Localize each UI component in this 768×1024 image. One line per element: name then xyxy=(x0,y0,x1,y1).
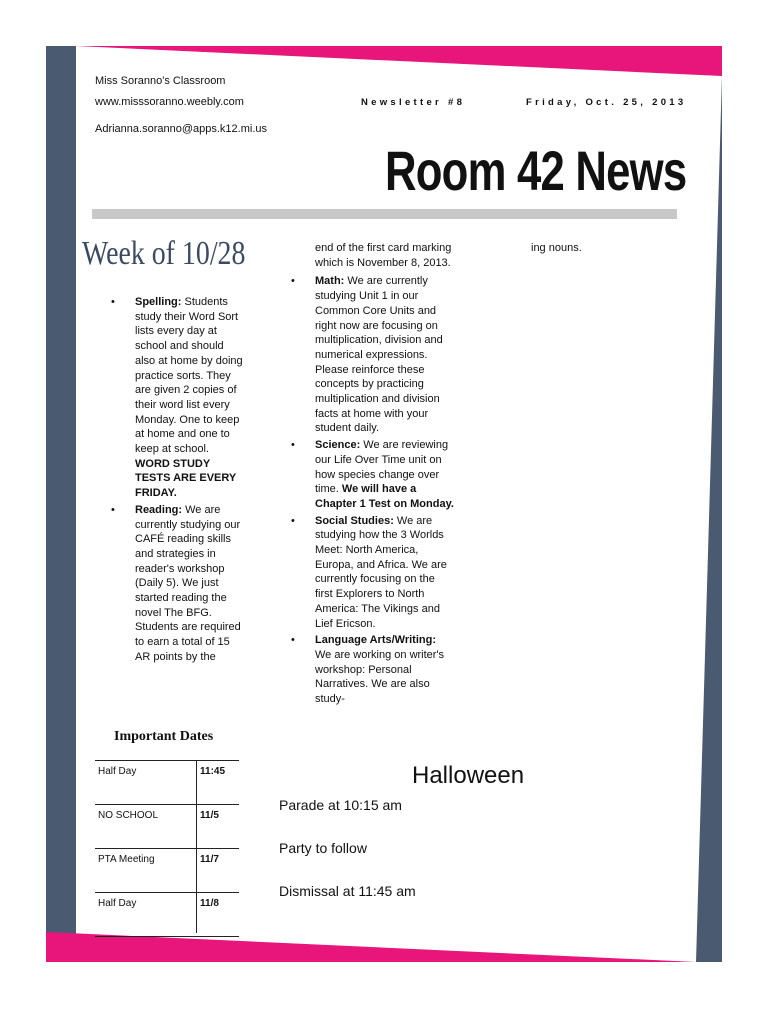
table-row xyxy=(95,804,239,848)
bullet: • xyxy=(291,439,295,452)
item-text: We are working on writer's workshop: Personal Narratives. We are also study- xyxy=(315,648,445,706)
item-text: We are currently studying Unit 1 in our Common Core Units and right now are focusing on multiplication, division and numerical expressions. Please reinforce these concepts by practicing multiplication and division facts at home with your student daily. xyxy=(315,275,443,435)
continuation-text: ing nouns. xyxy=(531,242,582,254)
website-link[interactable]: www.misssoranno.weebly.com xyxy=(95,96,244,108)
classroom-name: Miss Soranno's Classroom xyxy=(95,75,226,87)
email-link[interactable]: Adrianna.soranno@apps.k12.mi.us xyxy=(95,123,267,135)
item-emphasis: We will have a Chapter 1 Test on Monday. xyxy=(315,483,454,510)
column-1-list xyxy=(111,295,245,665)
table-row xyxy=(95,848,239,892)
item-label: Reading: xyxy=(135,503,183,516)
halloween-line: Parade at 10:15 am xyxy=(279,797,402,813)
date-event: Half Day xyxy=(98,766,137,777)
important-dates-title: Important Dates xyxy=(114,729,214,744)
item-text: We are studying how the 3 Worlds Meet: North America, Europa, and Africa. We are currently focusing on the first Explorers to North America: The Vikings and Lief Ericson. xyxy=(315,514,447,630)
column-2 xyxy=(291,241,455,709)
list-item xyxy=(291,633,455,707)
list-item xyxy=(111,503,245,665)
newsletter-date: Friday, Oct. 25, 2013 xyxy=(526,97,687,108)
bullet: • xyxy=(291,634,295,647)
item-label: Spelling: xyxy=(135,296,182,308)
halloween-line: Dismissal at 11:45 am xyxy=(279,883,416,899)
week-heading: Week of 10/28 xyxy=(82,235,246,272)
list-item xyxy=(291,514,455,632)
bullet: • xyxy=(111,296,115,308)
table-row xyxy=(95,760,239,804)
continuation-text: end of the first card marking which is November 8, 2013. xyxy=(315,242,452,269)
item-text: Students study their Word Sort lists every day at school and should also at home by doing practice sorts. They are given 2 copies of their word list every Monday. One to keep at home and one to keep at school. xyxy=(135,296,243,456)
halloween-title: Halloween xyxy=(412,762,525,789)
item-label: Science: xyxy=(315,439,361,452)
header-rule xyxy=(92,209,677,219)
left-slate-bar xyxy=(46,46,76,962)
important-dates-table xyxy=(95,760,239,937)
item-label: Math: xyxy=(315,275,345,288)
table-bottom-border xyxy=(95,936,239,937)
newsletter-title: Room 42 News xyxy=(385,139,687,202)
date-value: 11:45 xyxy=(200,766,226,777)
halloween-line: Party to follow xyxy=(279,840,367,856)
item-text: We are currently studying our CAFÉ reading skills and strategies in reader's workshop (Daily 5). We just started reading the novel The BFG. Students are required to earn a total of 15 AR points by the xyxy=(135,503,241,663)
date-value: 11/8 xyxy=(200,898,219,909)
date-event: NO SCHOOL xyxy=(98,810,159,821)
newsletter-number: Newsletter #8 xyxy=(361,97,466,108)
item-label: Social Studies: xyxy=(315,514,394,527)
date-event: Half Day xyxy=(98,898,137,909)
list-item xyxy=(291,274,455,436)
bullet: • xyxy=(291,514,295,527)
list-item xyxy=(111,295,245,501)
bullet: • xyxy=(111,503,115,516)
item-label: Language Arts/Writing: xyxy=(315,634,436,647)
column-1 xyxy=(111,295,245,667)
list-item xyxy=(291,438,455,512)
column-2-list xyxy=(291,274,455,706)
bullet: • xyxy=(291,275,295,288)
item-text: We are reviewing our Life Over Time unit on how species change over time. xyxy=(315,439,449,496)
column-3 xyxy=(531,241,671,256)
item-emphasis: WORD STUDY TESTS ARE EVERY FRIDAY. xyxy=(135,457,237,500)
table-row xyxy=(95,892,239,936)
date-value: 11/7 xyxy=(200,854,219,865)
date-value: 11/5 xyxy=(200,810,219,821)
date-event: PTA Meeting xyxy=(98,854,155,865)
